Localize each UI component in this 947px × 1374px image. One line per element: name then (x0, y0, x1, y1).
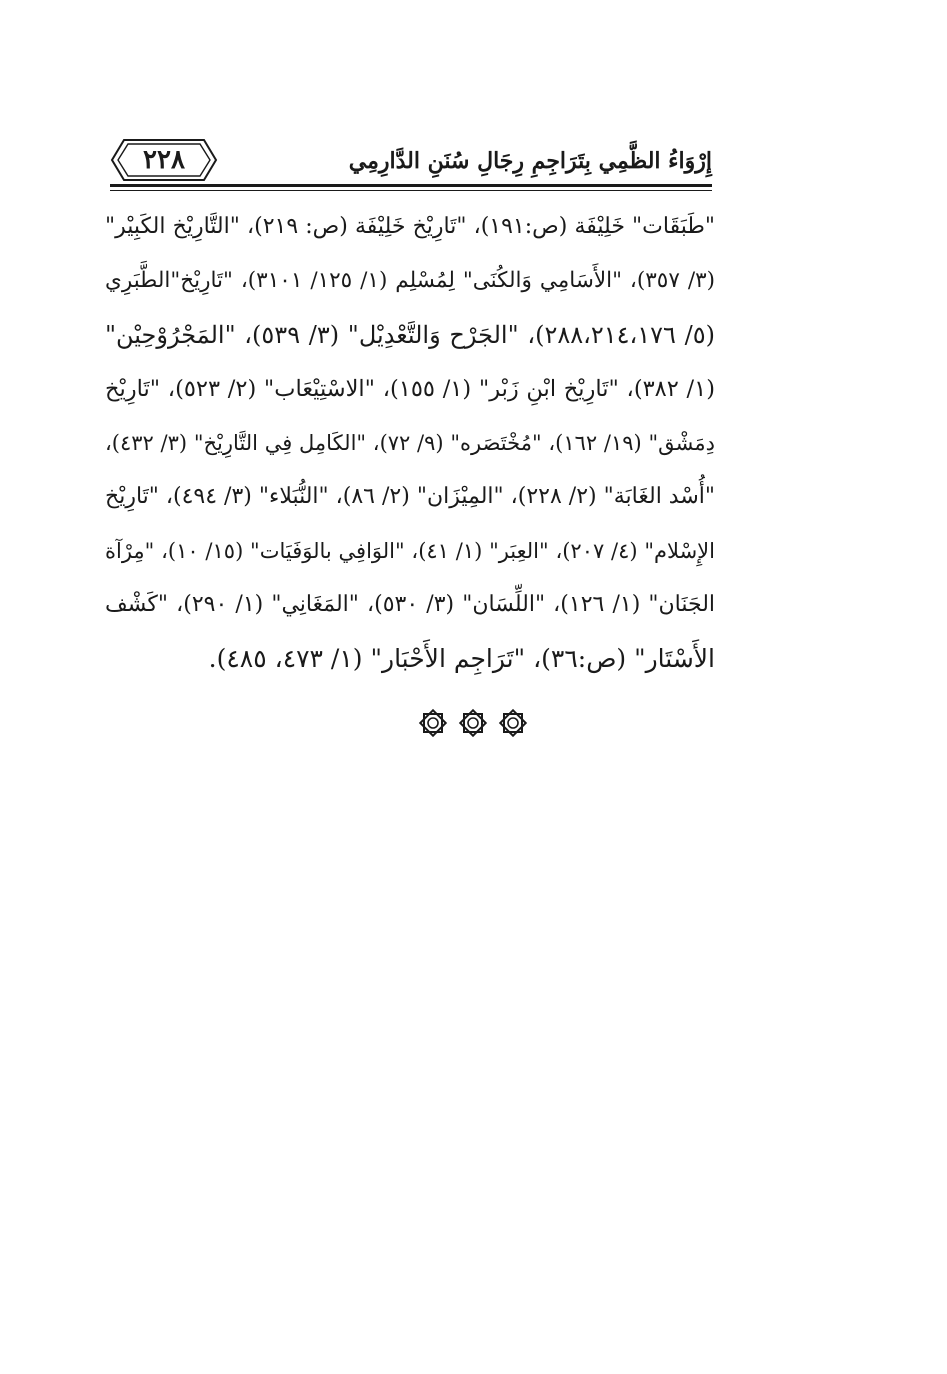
section-end-ornaments (403, 706, 543, 742)
text-line: (٣/ ٣٥٧)، "الأَسَامِي وَالكُنَى" لِمُسْلِم (١/ ١٢٥/ ٣١٠١)، "تَارِيْخ"الطَّبَرِي (105, 268, 715, 293)
text-line: الإِسْلام" (٤/ ٢٠٧)، "العِبَر" (١/ ٤١)، "الوَافِي بالوَفَيَات" (١٥/ ١٠)، "مِرْآة (105, 539, 715, 563)
text-line: (٥/ ٢٨٨،٢١٤،١٧٦)، "الجَرْح وَالتَّعْدِيْل" (٣/ ٥٣٩)، "المَجْرُوْحِيْن" (105, 321, 715, 349)
page-number: ٢٢٨ (143, 145, 185, 175)
body-text (105, 200, 715, 686)
header-rule-thick (110, 184, 712, 187)
star-flower-icon (496, 706, 530, 740)
running-title: إِرْوَاءُ الظَّمِي بِتَرَاجِمِ رِجَالِ سُنَنِ الدَّارِمِي (348, 148, 712, 174)
page-number-frame (110, 138, 218, 182)
text-line: الجَنَان" (١/ ١٢٦)، "اللِّسَان" (٣/ ٥٣٠)، "المَغَانِي" (١/ ٢٩٠)، "كَشْف (105, 592, 715, 617)
page-header (110, 138, 712, 188)
text-line: الأَسْتَار" (ص:٣٦)، "تَرَاجِم الأَحْبَار" (١/ ٤٧٣، ٤٨٥). (208, 644, 715, 673)
text-line: "طَبَقَات" خَلِيْفَة (ص:١٩١)، "تَارِيْخ خَلِيْفَة (ص: ٢١٩)، "التَّارِيْخ الكَبِيْر" (105, 214, 715, 239)
text-line: (١/ ٣٨٢)، "تَارِيْخ ابْنِ زَبْر" (١/ ١٥٥)، "الاسْتِيْعَاب" (٢/ ٥٢٣)، "تَارِيْخ (105, 376, 715, 402)
text-line: دِمَشْق" (١٩/ ١٦٢)، "مُخْتَصَره" (٩/ ٧٢)، "الكَامِل فِي التَّارِيْخ" (٣/ ٤٣٢)، (105, 431, 715, 455)
star-flower-icon (456, 706, 490, 740)
header-rule-thin (110, 190, 712, 191)
text-line: "أُسْد الغَابَة" (٢/ ٢٢٨)، "المِيْزَان" (٢/ ٨٦)، "النُّبَلاء" (٣/ ٤٩٤)، "تَارِيْخ (105, 484, 715, 509)
star-flower-icon (416, 706, 450, 740)
